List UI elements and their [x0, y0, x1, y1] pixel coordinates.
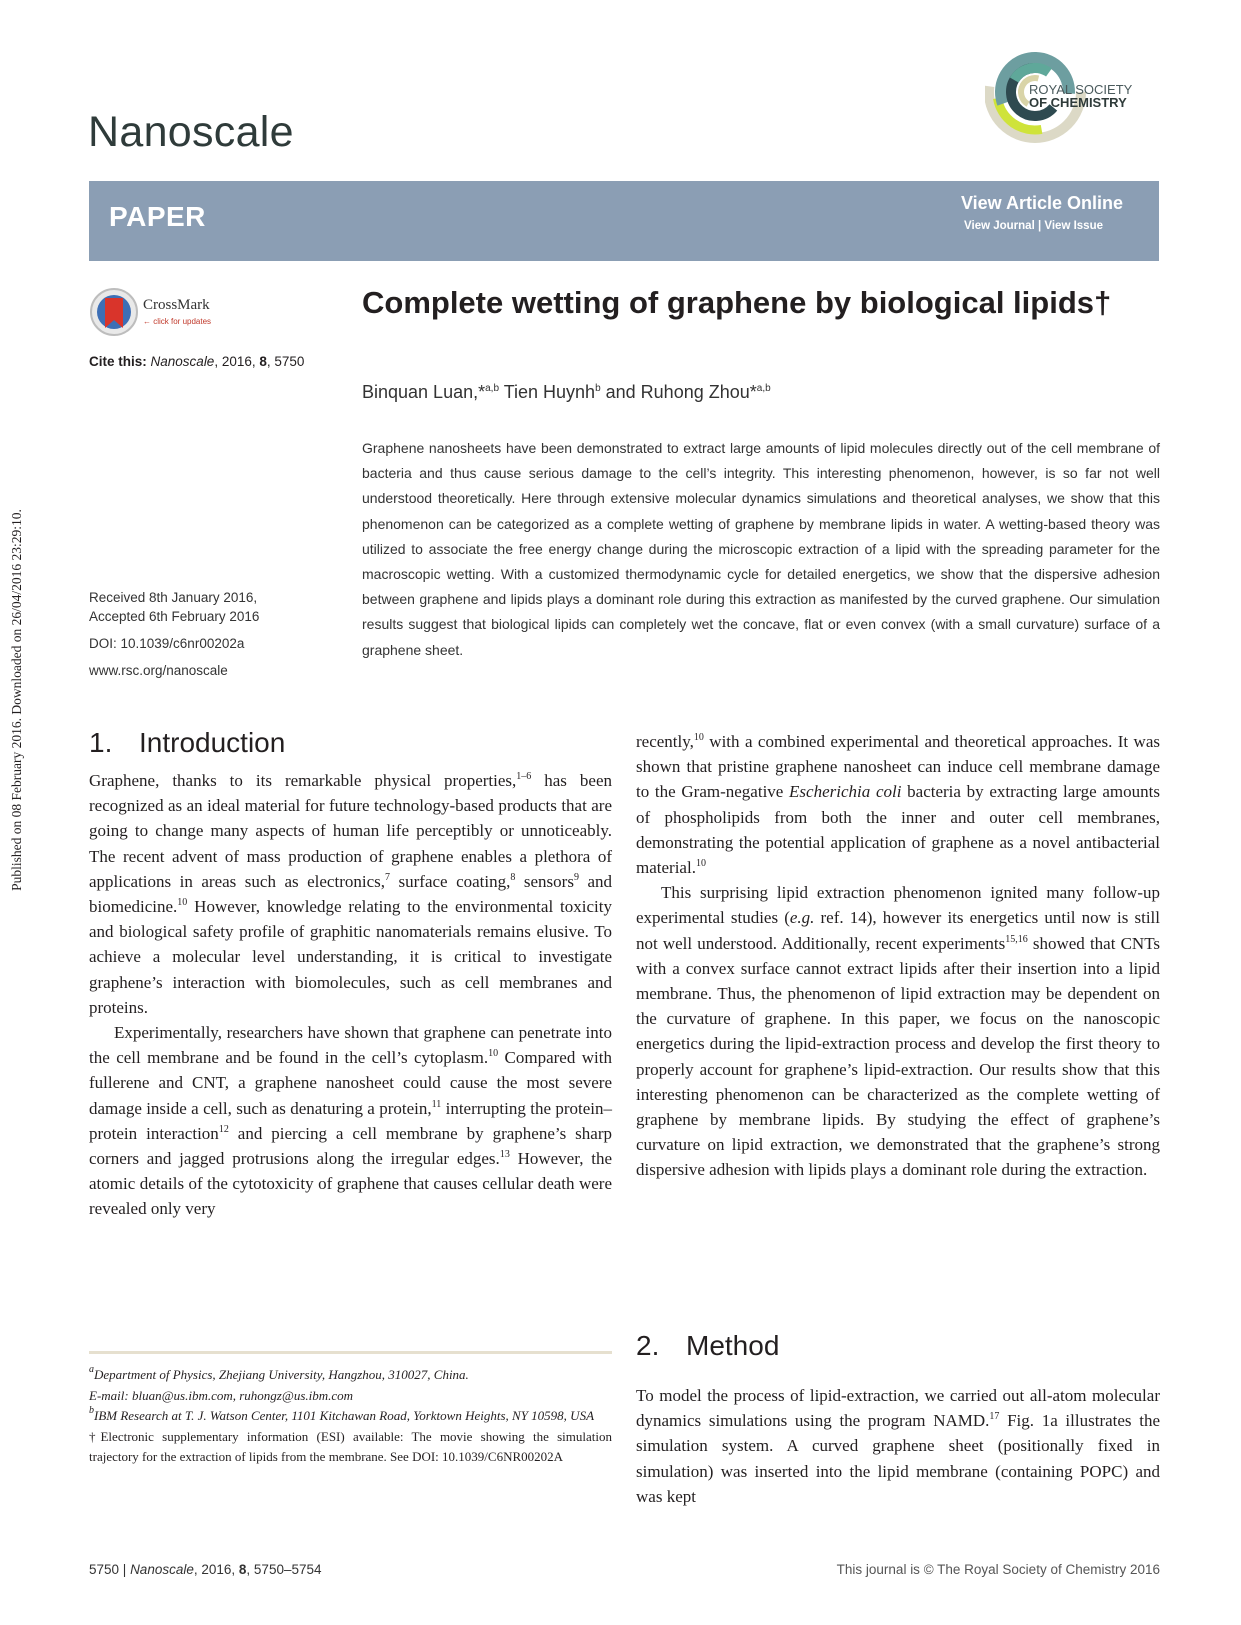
journal-url[interactable]: www.rsc.org/nanoscale	[89, 663, 228, 678]
journal-name: Nanoscale	[88, 108, 294, 156]
cite-volume: 8	[259, 354, 267, 369]
section-number: 2.	[636, 1330, 660, 1361]
crossmark-arrow-icon: ←	[143, 317, 154, 326]
rsc-logo[interactable]	[985, 40, 1163, 150]
author-list	[362, 382, 771, 403]
download-side-note	[4, 460, 30, 940]
author-name[interactable]: and Ruhong Zhou*	[600, 382, 757, 402]
page-footer-right: This journal is © The Royal Society of Chemistry 2016	[836, 1562, 1160, 1577]
rsc-logo-line2: OF CHEMISTRY	[1029, 95, 1127, 110]
view-issue-link[interactable]: View Issue	[1044, 220, 1103, 232]
section-number: 1.	[89, 727, 113, 758]
rsc-logo-line1: ROYAL SOCIETY	[1029, 82, 1133, 97]
page-number: 5750	[89, 1562, 120, 1577]
author-affiliation: a,b	[485, 383, 500, 394]
doi[interactable]: DOI: 10.1039/c6nr00202a	[89, 636, 245, 651]
cite-label: Cite this:	[89, 354, 147, 369]
footnote-divider	[89, 1351, 612, 1354]
article-type-label: PAPER	[109, 201, 206, 232]
received-date: Received 8th January 2016,	[89, 590, 258, 605]
footnotes	[89, 1365, 612, 1468]
paragraph: This surprising lipid extraction phenomenon ignited many follow-up experimental studies (e.g. ref. 14), however its energetics until now is still not well understood. Additionally, recent experiments$^{15,16}$ showed that CNTs with a convex surface cannot extract lipids after their insertion into a lipid membrane. Thus, the phenomenon of lipid extraction may be dependent on the curvature of graphene. In this paper, we focus on the nanoscopic energetics during the lipid-extraction process and develop the first theory to properly account for graphene’s lipid-extraction. Our results show that this interesting phenomenon can be characterized as the complete wetting of graphene by membrane lipids. By studying the effect of graphene’s curvature on lipid extraction, we demonstrated that the graphene’s strong dispersive adhesion with lipids plays a dominant role during the extraction.	[636, 883, 1161, 1180]
article-meta	[89, 588, 259, 680]
method-text	[636, 1383, 1160, 1509]
section-heading-method	[636, 1330, 779, 1362]
page-footer-left: 5750 | Nanoscale, 2016, 8, 5750–5754	[89, 1562, 322, 1577]
cite-page: , 5750	[266, 354, 305, 369]
paragraph: Experimentally, researchers have shown that graphene can penetrate into the cell membrane and be found in the cell’s cytoplasm.$^{10}$ Compared with fullerene and CNT, a graphene nanosheet could cause the most severe damage inside a cell, such as denaturing a protein,$^{11}$ interrupting the protein–protein interaction$^{12}$ and piercing a cell membrane by graphene’s sharp corners and jagged protrusions along the irregular edges.$^{13}$ However, the atomic details of the cytotoxicity of graphene that causes cellular death were revealed only very	[89, 1023, 613, 1219]
crossmark-sub-text: click for updates	[153, 317, 212, 326]
paragraph: recently,$^{10}$ with a combined experimental and theoretical approaches. It was shown that pristine graphene nanosheet can induce cell membrane damage to the Gram-negative Escherichia coli bacteria by extracting large amounts of phospholipids from both the inner and outer cell membranes, demonstrating the potential application of graphene as a novel antibacterial material.$^{10}$	[636, 732, 1160, 878]
footnote: $^a$Department of Physics, Zhejiang University, Hangzhou, 310027, China.	[89, 1364, 469, 1382]
view-article-online-link[interactable]: View Article Online	[960, 193, 1123, 213]
accepted-date: Accepted 6th February 2016	[89, 609, 260, 624]
section-title: Method	[686, 1330, 780, 1361]
download-side-note-text: Published on 08 February 2016. Downloaded on 26/04/2016 23:29:10.	[9, 509, 24, 891]
author-affiliation: b	[595, 383, 601, 394]
paragraph: Graphene, thanks to its remarkable physical properties,$^{1-6}$ has been recognized as an ideal material for future technology-based products that are going to change many aspects of human life perceptibly or unnoticeably. The recent advent of mass production of graphene enables a plethora of applications in areas such as electronics,$^7$ surface coating,$^8$ sensors$^9$ and biomedicine.$^{10}$ However, knowledge relating to the environmental toxicity and biological safety profile of graphitic nanomaterials remains elusive. To achieve a molecular level understanding, it is critical to investigate graphene’s interaction with biomolecules, such as cell membranes and proteins.	[89, 771, 612, 1017]
view-links	[964, 220, 1103, 232]
citation-line	[89, 354, 304, 369]
article-title: Complete wetting of graphene by biological lipids†	[362, 285, 1112, 320]
right-column	[636, 729, 1160, 1183]
left-column	[89, 768, 612, 1222]
section-heading-introduction	[89, 727, 285, 759]
crossmark-badge[interactable]	[89, 287, 239, 339]
section-title: Introduction	[139, 727, 286, 758]
view-journal-link[interactable]: View Journal	[964, 220, 1035, 232]
crossmark-sub-label	[143, 317, 211, 326]
cite-journal: Nanoscale	[150, 354, 215, 369]
esi-footnote: †Electronic supplementary information (ESI) available: The movie showing the simulation trajectory for the extraction of lipids from the membrane. See DOI: 10.1039/C6NR00202A	[89, 1428, 612, 1464]
cite-year: , 2016,	[214, 354, 260, 369]
crossmark-icon	[89, 287, 139, 337]
footnote-email[interactable]: E-mail: bluan@us.ibm.com, ruhongz@us.ibm.com	[89, 1387, 354, 1403]
footnote: $^b$IBM Research at T. J. Watson Center, 1101 Kitchawan Road, Yorktown Heights, NY 10598, USA	[89, 1405, 595, 1423]
author-name[interactable]: Tien Huynh	[499, 382, 596, 402]
crossmark-label: CrossMark	[143, 297, 210, 313]
author-name[interactable]: Binquan Luan,*	[362, 382, 486, 402]
paragraph: To model the process of lipid-extraction, we carried out all-atom molecular dynamics simulations using the program NAMD.$^{17}$ Fig. 1a illustrates the simulation system. A curved graphene sheet (positionally fixed in simulation) was inserted into the lipid membrane (containing POPC) and was kept	[636, 1386, 1160, 1506]
link-separator: |	[1037, 220, 1042, 232]
author-affiliation: a,b	[756, 383, 771, 394]
abstract: Graphene nanosheets have been demonstrated to extract large amounts of lipid molecules directly out of the cell membrane of bacteria and thus cause serious damage to the cell’s integrity. This interesting phenomenon, however, is so far not well understood theoretically. Here through extensive molecular dynamics simulations and theoretical analyses, we show that this phenomenon can be categorized as a complete wetting of graphene by membrane lipids in water. A wetting-based theory was utilized to associate the free energy change during the microscopic extraction of a lipid with the spreading parameter for the macroscopic wetting. With a customized thermodynamic cycle for detailed energetics, we show that the dispersive adhesion between graphene and lipids plays a dominant role during this extraction as manifested by the curved graphene. Our simulation results suggest that biological lipids can completely wet the concave, flat or even convex (with a small curvature) surface of a graphene sheet.	[362, 440, 1160, 658]
article-banner	[89, 181, 1159, 261]
